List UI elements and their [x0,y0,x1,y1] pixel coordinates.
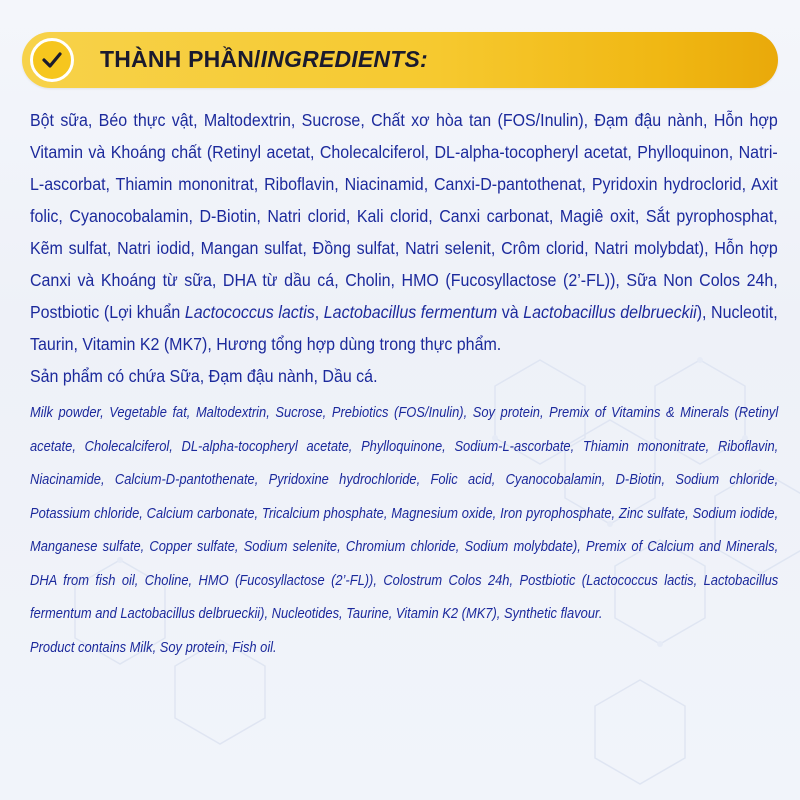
header-title-en: INGREDIENTS: [260,46,428,72]
header-title-vi: THÀNH PHẦN/ [100,46,261,72]
vi-scientific-name-1: Lactococcus lactis [184,302,315,322]
english-allergen-note: Product contains Milk, Soy protein, Fish oil. [30,638,277,656]
ingredients-header [22,32,778,88]
vi-scientific-name-2: Lactobacillus fermentum [323,302,498,322]
vi-part-2: , [314,302,324,322]
vi-part-3: và [497,302,524,322]
vi-scientific-name-3: Lactobacillus delbrueckii [523,302,697,322]
vi-part-1: Bột sữa, Béo thực vật, Maltodextrin, Sucrose, Chất xơ hòa tan (FOS/Inulin), Đạm đậu nành, Hỗn hợp Vitamin và Khoáng chất (Retinyl acetat, Cholecalciferol, DL-alpha-tocopheryl acetat, Phylloquinon, Natri-L-ascorbat, Thiamin mononitrat, Riboflavin, Niacinamid, Canxi-D-pantothenat, Pyridoxin hydroclorid, Axit folic, Cyanocobalamin, D-Biotin, Natri clorid, Kali clorid, Canxi carbonat, Magiê oxit, Sắt pyrophosphat, Kẽm sulfat, Natri iodid, Mangan sulfat, Đồng sulfat, Natri selenit, Crôm clorid, Natri molybdat), Hỗn hợp Canxi và Khoáng từ sữa, DHA từ dầu cá, Cholin, HMO (Fucosyllactose (2’-FL)), Sữa Non Colos 24h, Postbiotic (Lợi khuẩn [30,110,778,322]
check-icon [30,38,74,82]
ingredients-content [30,104,778,664]
vi-part-4: ), Nucleotit, Taurin, Vitamin K2 (MK7), Hương tổng hợp dùng trong thực phẩm. [30,302,778,354]
vietnamese-ingredients [30,104,778,360]
vietnamese-allergen-note: Sản phẩm có chứa Sữa, Đạm đậu nành, Dầu cá. [30,366,378,386]
header-title [100,46,428,73]
english-ingredients: Milk powder, Vegetable fat, Maltodextrin, Sucrose, Prebiotics (FOS/Inulin), Soy protein, Premix of Vitamins & Minerals (Retinyl acetate, Cholecalciferol, DL-alpha-tocopheryl acetate, Phylloquinone, Sodium-L-ascorbate, Thiamin mononitrate, Riboflavin, Niacinamide, Calcium-D-pantothenate, Pyridoxine hydrochloride, Folic acid, Cyanocobalamin, D-Biotin, Sodium chloride, Potassium chloride, Calcium carbonate, Tricalcium phosphate, Magnesium oxide, Iron pyrophosphate, Zinc sulfate, Sodium iodide, Manganese sulfate, Copper sulfate, Sodium selenite, Chromium chloride, Sodium molybdate), Premix of Calcium and Minerals, DHA from fish oil, Choline, HMO (Fucosyllactose (2’-FL)), Colostrum Colos 24h, Postbiotic (Lactococcus lactis, Lactobacillus fermentum and Lactobacillus delbrueckii), Nucleotides, Taurine, Vitamin K2 (MK7), Synthetic flavour. [30,404,779,622]
